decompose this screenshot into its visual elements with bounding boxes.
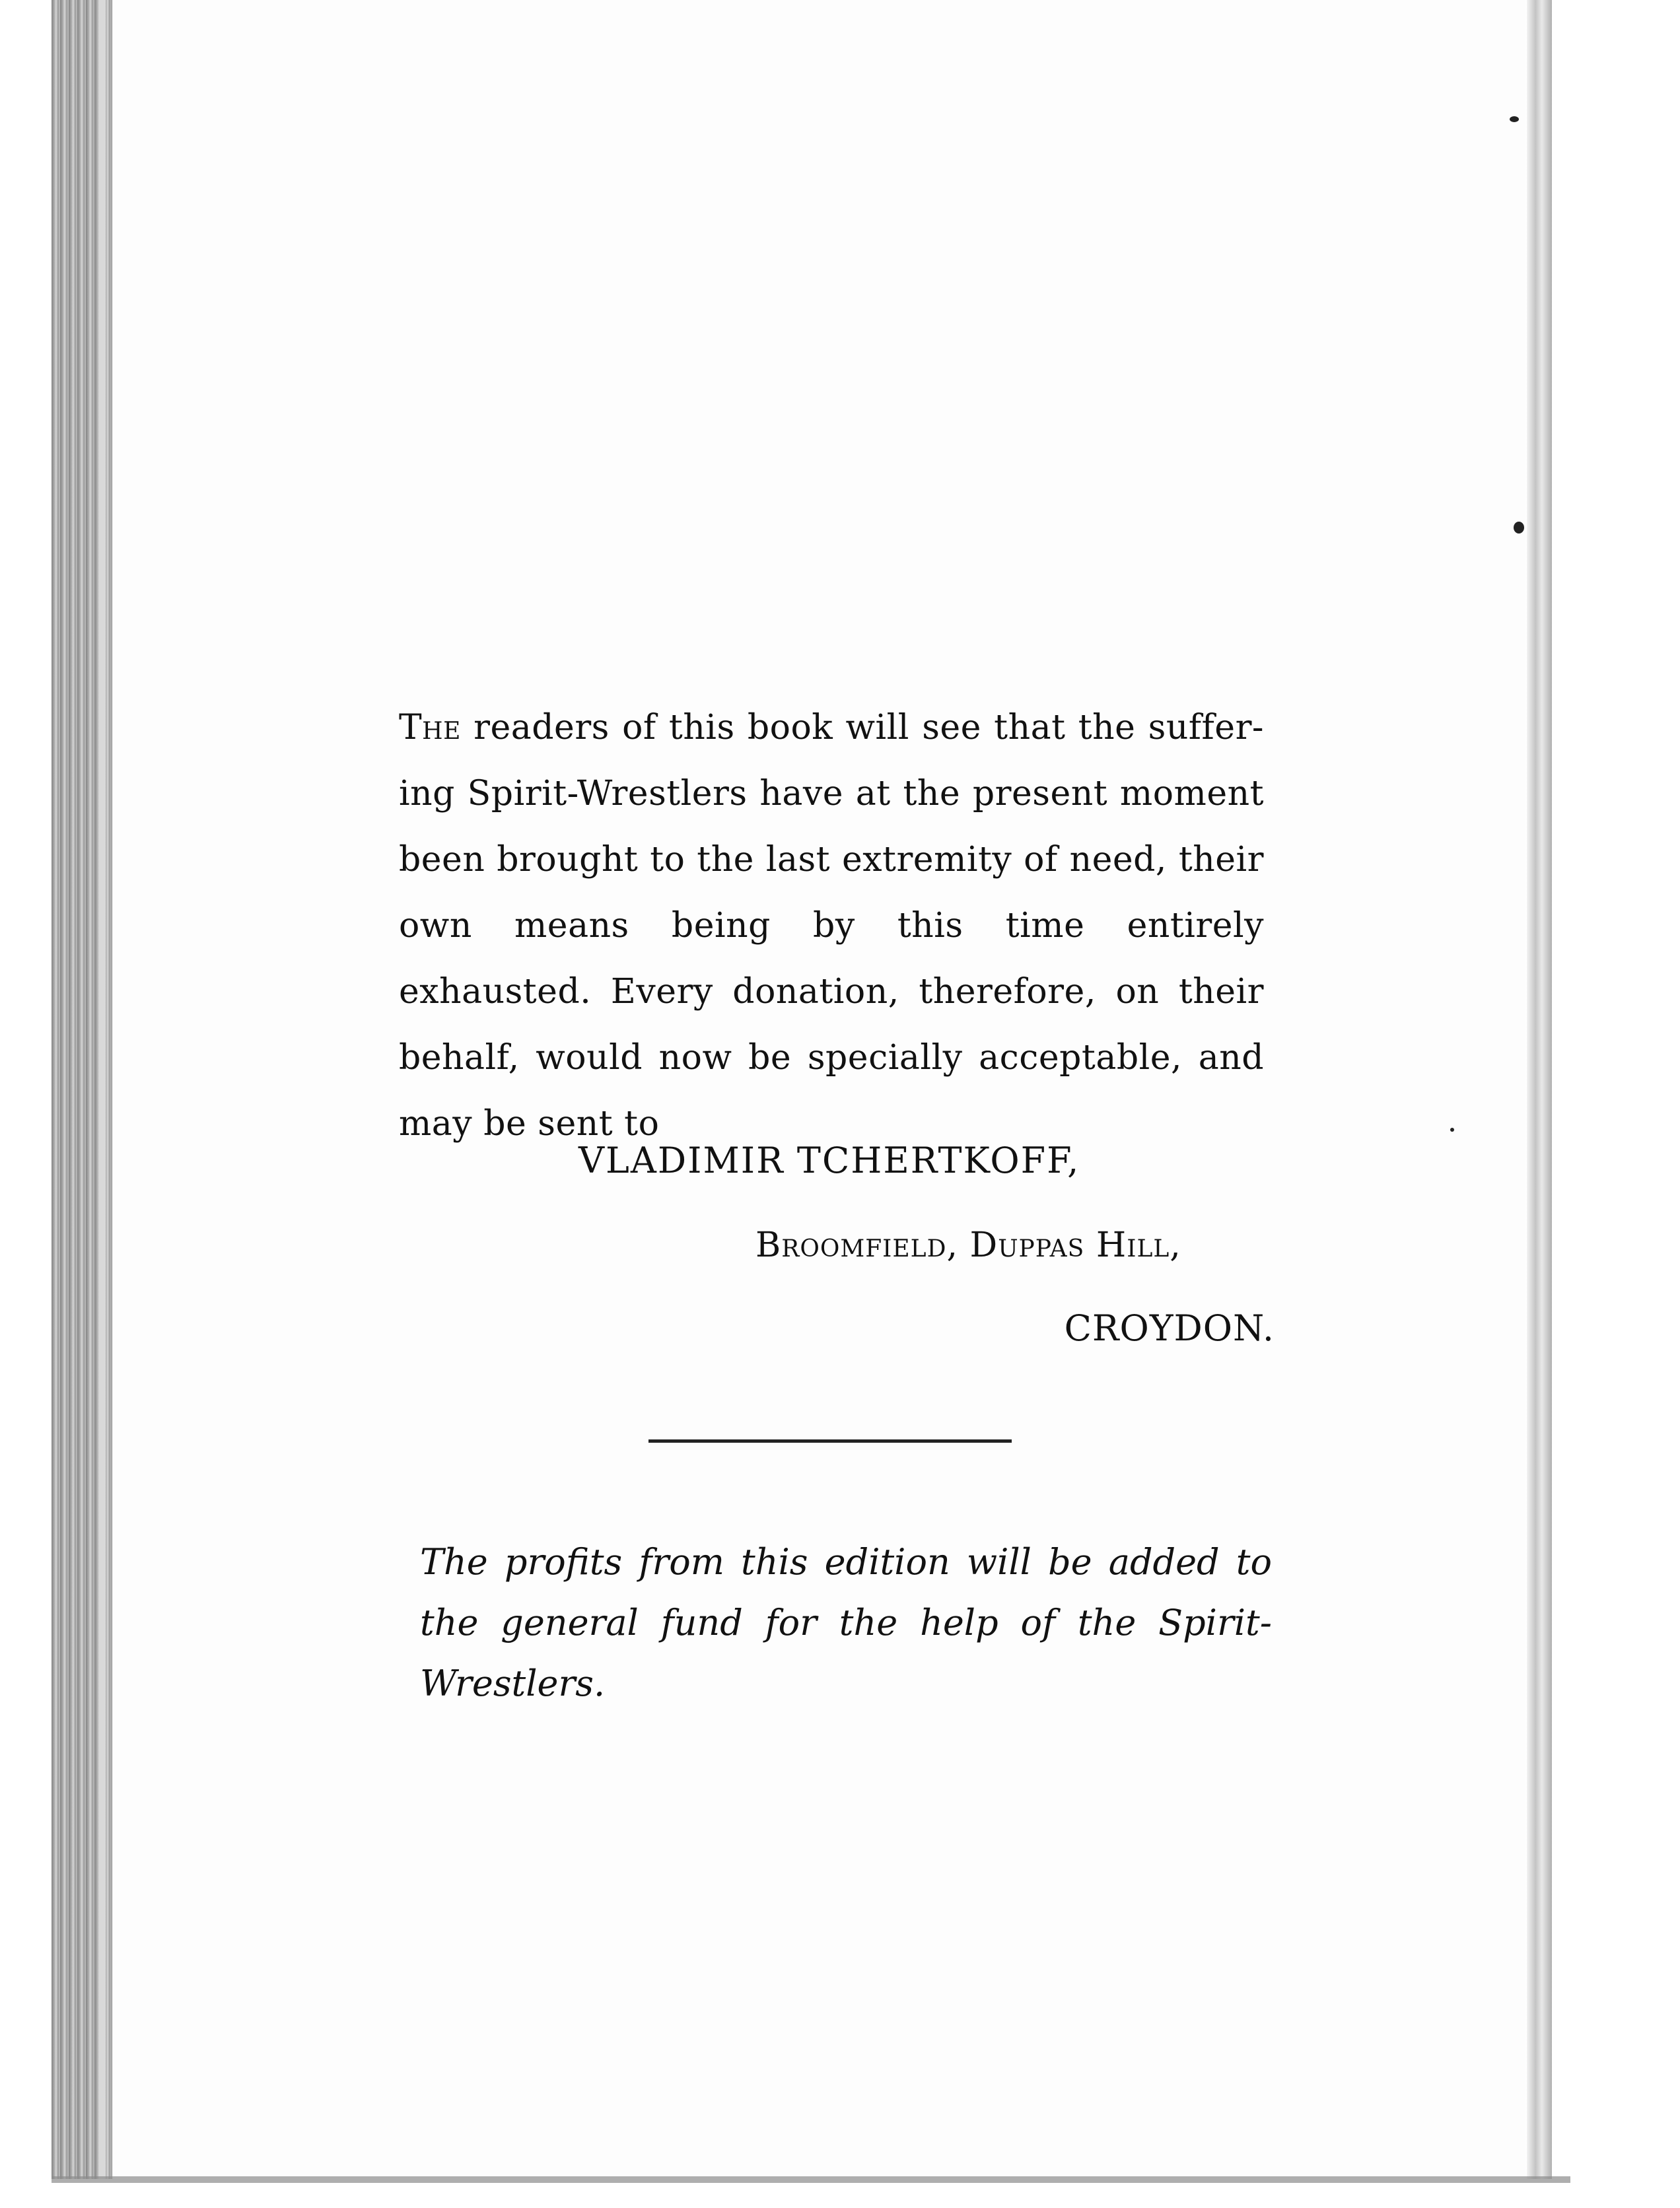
profits-note: The profits from this edition will be added to the general fund for the help of the Spirit-Wrestlers.	[420, 1541, 1272, 1704]
divider-rule	[648, 1439, 1012, 1443]
scan-speck	[1450, 1128, 1454, 1132]
recipient-name: VLADIMIR TCHERTKOFF,	[578, 1140, 1080, 1181]
address-street: Broomfield, Duppas Hill,	[755, 1225, 1181, 1265]
address-town: CROYDON.	[1064, 1307, 1275, 1349]
right-page-edge	[1527, 0, 1552, 2179]
bottom-page-edge	[52, 2176, 1570, 2183]
notice-body: readers of this book will see that the suffer-ing Spirit-Wrestlers have at the present moment been brought to the last extremity of need, their own means being by this time entirely exhausted. Every donation, therefore, on their behalf, would now be specially acceptable, and may be sent to	[399, 708, 1265, 1144]
gutter-shadow	[99, 0, 106, 2179]
scan-speck	[1514, 522, 1524, 534]
donation-notice	[399, 695, 1264, 1157]
notice-lead-word: The	[399, 708, 461, 747]
scan-speck	[1510, 116, 1519, 122]
